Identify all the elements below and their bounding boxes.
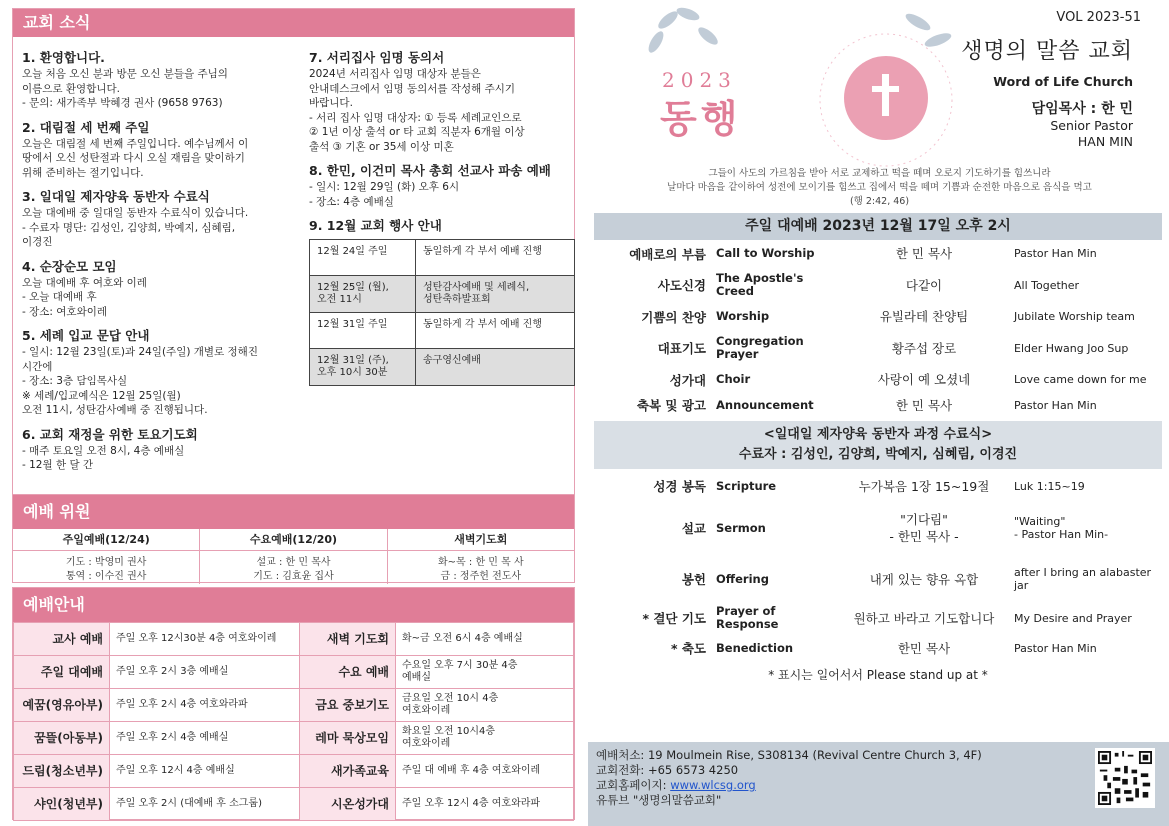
guide-time: 화요일 오전 10시4층 여호와이레 [396,722,574,755]
guide-row [14,722,574,755]
service-item-ko: 사도신경 [657,278,706,293]
guide-name: 새벽 기도회 [300,623,396,656]
committee-title: 새벽기도회 [388,529,574,551]
service-leader-en: "Waiting" - Pastor Han Min- [1014,515,1109,541]
news-item [22,327,297,418]
worship-committee-grid [13,529,574,584]
news-item-body: 2024년 서리집사 임명 대상자 분들은 안내데스크에서 임명 동의서를 작성해 주시기 바랍니다. - 서리 집사 임명 대상자: ① 등록 세례교인으로 ② 1년 이상 출석 or 타 교회 직분자 6개월 이상 출석 ③ 기혼 or 35세 이상 미혼 [309,68,525,153]
guide-time: 주일 대 예배 후 4층 여호와이레 [396,755,574,788]
service-item-en: Announcement [716,397,814,412]
service-leader-en: after I bring an alabaster jar [1014,566,1152,592]
news-item-title: 1. 환영합니다. [22,50,105,65]
guide-row [14,656,574,689]
stand-note: * 표시는 일어서서 Please stand up at * [768,668,988,682]
service-row [594,601,1162,635]
service-item-en: Prayer of Response [716,604,779,631]
news-item [22,188,297,250]
guide-row [14,689,574,722]
guide-time: 주일 오후 2시 3층 예배실 [110,656,300,689]
news-item-title: 8. 한민, 이건미 목사 총회 선교사 파송 예배 [309,163,551,178]
church-news-section [12,8,575,495]
guide-time: 주일 오후 12시30분 4층 여호와이레 [110,623,300,656]
service-leader: 한 민 목사 [895,246,953,261]
worship-committee-header: 예배 위원 [13,495,574,529]
committee-body: 설교 : 한 민 목사 기도 : 김효윤 집사 [253,557,334,582]
website-label: 교회홈페이지: [596,778,671,792]
scripture-verse: 그들이 사도의 가르침을 받아 서로 교제하고 떡을 떼며 오로지 기도하기를 힘쓰니라 날마다 마음을 같이하여 성전에 모이기를 힘쓰고 집에서 떡을 떼며 기쁨과 순전한 마음으로 음식을 먹고 (행 2:42, 46) [667,168,1092,207]
guide-row [14,788,574,821]
service-leader-en: Pastor Han Min [1014,398,1097,412]
service-item-ko: 기쁨의 찬양 [641,309,706,325]
service-item-ko: 예배로의 부름 [629,246,706,262]
graduation-notice [594,421,1162,469]
news-item-title: 2. 대림절 세 번째 주일 [22,119,150,135]
pastor-name-ko: 담임목사 : 한 민 [1031,101,1133,117]
event-row [310,276,575,313]
guide-name: 새가족교육 [300,755,396,788]
service-row [594,473,1162,499]
service-item-en: Choir [716,372,751,386]
committee-column [13,529,199,584]
worship-guide-table [13,622,574,821]
event-date: 12월 31일 주일 [310,313,416,349]
service-leader-en: All Together [1014,278,1080,292]
committee-title: 수요예배(12/20) [200,529,386,551]
news-item [309,162,571,209]
address: 예배처소: 19 Moulmein Rise, S308134 (Revival Centre Church 3, 4F) [596,748,982,762]
leaf-decoration [646,5,953,55]
church-name-ko: 생명의 말씀 교회 [961,39,1133,64]
guide-time: 주일 오후 2시 4층 여호와라파 [110,689,300,722]
event-date: 12월 31일 (주), 오후 10시 30분 [310,349,416,386]
news-item [22,258,297,320]
committee-column [199,529,386,584]
footer [588,742,1169,826]
service-leader: 황주섭 장로 [891,340,957,356]
graduation-title: <일대일 제자양육 동반자 과정 수료식> [763,427,993,442]
news-column-left [22,49,297,481]
service-item-en: Call to Worship [716,246,815,260]
cross-icon [882,74,889,116]
news-item-body: - 일시: 12월 23일(토)과 24일(주일) 개별로 정해진 시간에 - 장소: 3층 담임목사실 ※ 세례/입교예식은 12월 25일(월) 오전 11시, 성탄감사예배 중 진행됩니다. [22,346,258,416]
service-leader-en: Pastor Han Min [1014,641,1097,655]
worship-guide-section [12,587,575,820]
guide-name: 시온성가대 [300,788,396,821]
guide-name: 레마 묵상모임 [300,722,396,755]
worship-committee-section [12,495,575,583]
graduation-names: 수료자 : 김성인, 김양희, 박예지, 심혜림, 이경진 [738,447,1018,462]
guide-name: 꿈뜰(아동부) [14,722,110,755]
event-row [310,313,575,349]
news-item-title: 6. 교회 재정을 위한 토요기도회 [22,426,198,442]
service-item-en: Offering [716,571,769,586]
guide-time: 금요일 오전 10시 4층 여호와이레 [396,689,574,722]
service-item-ko: * 축도 [670,641,706,656]
service-item-en: The Apostle's Creed [716,271,804,298]
qr-code-icon[interactable] [1095,748,1155,808]
service-leader: 내게 있는 향유 옥합 [869,571,979,587]
service-leader: 사랑이 예 오셨네 [877,372,971,387]
event-row [310,240,575,276]
committee-column [387,529,574,584]
volume-number: VOL 2023-51 [1056,10,1141,25]
service-leader-en: Pastor Han Min [1014,247,1097,260]
service-item-ko: * 결단 기도 [642,611,706,626]
service-item-ko: 성경 봉독 [653,479,706,494]
news-item-body: 오늘 대예배 후 여호와 이레 - 오늘 대예배 후 - 장소: 여호와이레 [22,276,147,318]
news-item-body: - 매주 토요일 오전 8시, 4층 예배실 - 12월 한 달 간 [22,444,185,471]
service-header: 주일 대예배 2023년 12월 17일 오후 2시 [594,213,1162,240]
service-leader: "기다림" - 한민 목사 - [889,512,959,544]
service-order [594,213,1162,683]
service-item-ko: 대표기도 [657,341,706,356]
service-item-ko: 성가대 [669,372,706,388]
service-row [594,267,1162,303]
news-item [22,426,297,473]
service-row [594,330,1162,366]
news-item-title: 4. 순장순모 모임 [22,258,117,274]
service-item-ko: 설교 [681,521,706,536]
event-desc: 동일하게 각 부서 예배 진행 [416,240,575,276]
events-table [309,239,575,386]
news-item-body: - 일시: 12월 29일 (화) 오후 6시 - 장소: 4층 예배실 [309,181,460,208]
event-date: 12월 24일 주일 [310,240,416,276]
news-item [309,49,571,154]
news-item-title: 5. 세례 입교 문답 안내 [22,328,150,343]
service-row [594,499,1162,557]
church-name-en: Word of Life Church [993,74,1133,89]
news-column-right [309,49,571,394]
guide-name: 교사 예배 [14,623,110,656]
service-row [594,240,1162,267]
service-leader-en: Elder Hwang Joo Sup [1014,341,1129,355]
news-item [22,119,297,181]
service-leader-en: My Desire and Prayer [1014,611,1132,625]
news-item-body: 오늘 처음 오신 분과 방문 오신 분들을 주님의 이름으로 환영합니다. - 문의: 새가족부 박혜경 권사 (9658 9763) [22,68,228,109]
guide-name: 드림(청소년부) [14,755,110,788]
event-row [310,349,575,386]
service-item-en: Congregation Prayer [716,334,804,361]
guide-time: 주일 오후 12시 4층 예배실 [110,755,300,788]
service-row [594,393,1162,417]
pastor-name-en: HAN MIN [1077,134,1133,149]
committee-body: 기도 : 박영미 권사 통역 : 이수진 권사 [65,557,147,582]
news-item-title: 7. 서리집사 임명 동의서 [309,50,445,65]
committee-title: 주일예배(12/24) [13,529,199,551]
service-row [594,366,1162,393]
footer-info [596,748,982,808]
guide-name: 예꿈(영유아부) [14,689,110,722]
news-item-title: 3. 일대일 제자양육 동반자 수료식 [22,189,210,204]
theme-year: 2023 [662,68,737,92]
event-desc: 동일하게 각 부서 예배 진행 [416,313,575,349]
service-item-en: Scripture [716,478,777,493]
news-item [22,49,297,111]
news-item-body: 오늘 대예배 중 일대일 동반자 수료식이 있습니다. - 수료자 명단: 김성인, 김양희, 박예지, 심혜림, 이경진 [22,207,249,248]
left-panel [12,8,575,820]
service-item-ko: 봉헌 [681,572,706,587]
theme-title: 동행 [660,97,742,141]
service-leader-en: Love came down for me [1014,373,1147,386]
service-leader-en: Jubilate Worship team [1014,310,1135,323]
worship-guide-header: 예배안내 [13,588,574,622]
guide-name: 금요 중보기도 [300,689,396,722]
guide-row [14,755,574,788]
guide-row [14,623,574,656]
guide-name: 샤인(청년부) [14,788,110,821]
committee-body: 화~목 : 한 민 목 사 금 : 정주헌 전도사 [438,557,524,582]
guide-time: 주일 오후 12시 4층 여호와라파 [396,788,574,821]
right-panel [588,0,1169,826]
pastor-title-en: Senior Pastor [1050,118,1133,133]
service-leader: 한 민 목사 [895,397,953,413]
website-line [596,778,982,793]
youtube: 유튜브 "생명의말씀교회" [596,793,722,807]
service-row [594,635,1162,661]
service-row [594,303,1162,330]
service-leader-en: Luk 1:15~19 [1014,479,1085,493]
service-row [594,557,1162,601]
phone: 교회전화: +65 6573 4250 [596,763,739,777]
service-leader: 원하고 바라고 기도합니다 [853,610,995,626]
events-block [309,217,571,386]
event-desc: 송구영신예배 [416,349,575,386]
guide-name: 수요 예배 [300,656,396,689]
service-leader: 다같이 [905,277,943,293]
service-item-en: Sermon [716,520,766,535]
event-date: 12월 25일 (월), 오전 11시 [310,276,416,313]
event-desc: 성탄감사예배 및 세례식, 성탄축하발표회 [416,276,575,313]
website-link[interactable]: www.wlcsg.org [670,778,756,792]
service-item-ko: 축복 및 광고 [636,398,706,413]
news-item-body: 오늘은 대림절 세 번째 주일입니다. 예수님께서 이 땅에서 오신 성탄절과 다시 오실 재림을 맞이하기 위해 준비하는 절기입니다. [22,137,249,179]
events-title: 9. 12월 교회 행사 안내 [309,218,442,233]
guide-time: 화~금 오전 6시 4층 예배실 [396,623,574,656]
service-leader: 유빌라테 찬양팀 [879,309,969,324]
service-leader: 누가복음 1장 15~19절 [858,478,990,494]
guide-time: 주일 오후 2시 4층 예배실 [110,722,300,755]
cross-bar [872,86,899,92]
guide-time: 주일 오후 2시 (대예배 후 소그룹) [110,788,300,821]
service-item-en: Worship [716,309,770,323]
guide-time: 수요일 오후 7시 30분 4층 예배실 [396,656,574,689]
service-leader: 한민 목사 [897,640,951,656]
service-item-en: Benediction [716,640,794,655]
church-news-header: 교회 소식 [13,9,574,37]
guide-name: 주일 대예배 [14,656,110,689]
